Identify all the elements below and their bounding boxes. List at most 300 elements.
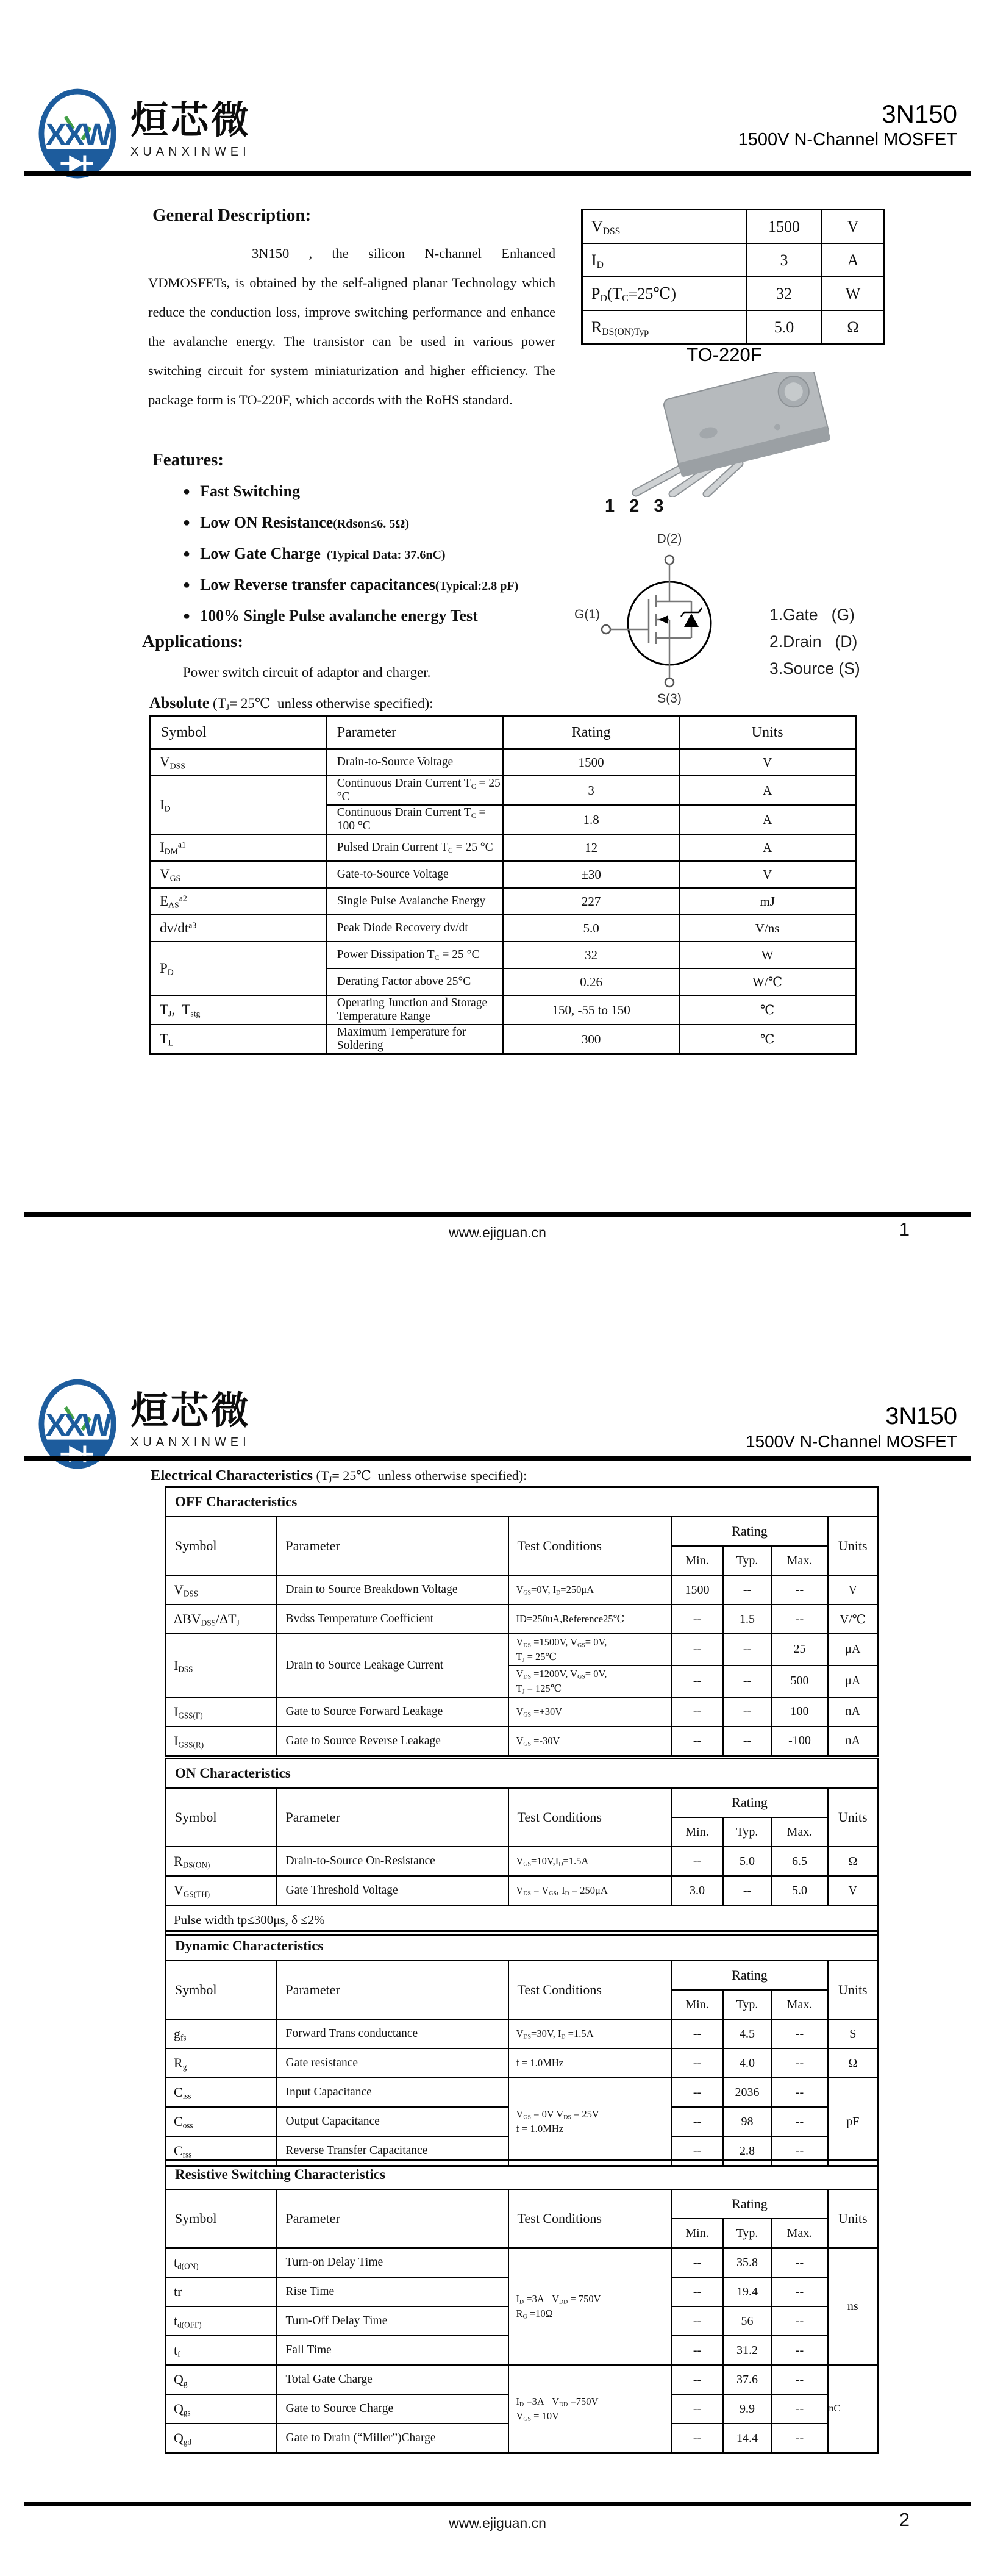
table-cell: Maximum Temperature for Soldering <box>327 1025 503 1054</box>
table-cell: Drain-to-Source On-Resistance <box>277 1847 508 1876</box>
table-cell: ON Characteristics <box>166 1759 879 1789</box>
table-cell: Rating <box>672 1788 828 1817</box>
header-rule <box>24 1456 971 1461</box>
table-cell: -- <box>772 2019 828 2048</box>
footer-url: www.ejiguan.cn <box>449 1225 546 1240</box>
table-cell: 5.0 <box>772 1876 828 1905</box>
table-cell: $I_D$ <box>582 243 747 277</box>
footer-rule <box>24 2502 971 2506</box>
table-cell: -- <box>723 1697 772 1726</box>
table-cell: $V_{GS}$ <box>151 861 327 888</box>
table-cell: Forward Trans conductance <box>277 2019 508 2048</box>
table-cell: 2036 <box>723 2078 772 2107</box>
table-cell: Gate Threshold Voltage <box>277 1876 508 1905</box>
table-row <box>151 995 856 1025</box>
table-cell: Drain to Source Breakdown Voltage <box>277 1575 508 1605</box>
table-row <box>166 1634 879 1665</box>
table-cell: 14.4 <box>723 2424 772 2453</box>
absolute-ratings-heading <box>149 694 433 712</box>
table-cell: nA <box>828 1726 879 1756</box>
table-row <box>151 749 856 776</box>
table-row <box>166 1605 879 1634</box>
package-photo-icon <box>601 372 857 497</box>
table-cell: V <box>679 749 855 776</box>
table-cell: Rating <box>672 2189 828 2219</box>
table-row <box>166 1697 879 1726</box>
table-cell: Ω <box>828 2048 879 2078</box>
table-cell: Min. <box>672 1990 723 2019</box>
table-cell: -- <box>772 2365 828 2394</box>
table-cell: -- <box>672 1726 723 1756</box>
table-cell: 0.26 <box>503 968 679 995</box>
table-cell: OFF Characteristics <box>166 1487 879 1517</box>
table-cell: ±30 <box>503 861 679 888</box>
table-cell: -- <box>672 2394 723 2424</box>
table-cell: Max. <box>772 1817 828 1847</box>
schematic-source-label: S(3) <box>657 692 682 705</box>
table-cell: 31.2 <box>723 2336 772 2365</box>
table-cell: nC <box>828 2365 879 2453</box>
brand-name-english: XUANXINWEI <box>130 1436 251 1449</box>
table-cell: -- <box>672 1605 723 1634</box>
table-cell: -- <box>772 1575 828 1605</box>
table-cell: $Q_{gd}$ <box>166 2424 277 2453</box>
table-cell: $V_{GS} = 0V$ $V_{DS} = 25V$ f = 1.0MHz <box>508 2078 672 2166</box>
table-cell: 25 <box>772 1634 828 1665</box>
bullet-icon: ● <box>183 516 191 529</box>
footer-url: www.ejiguan.cn <box>449 2515 546 2531</box>
table-cell: 37.6 <box>723 2365 772 2394</box>
table-cell: A <box>679 805 855 834</box>
table-row <box>166 2248 879 2277</box>
table-row <box>166 1726 879 1756</box>
table-cell: $T_L$ <box>151 1025 327 1054</box>
table-header-row <box>166 1961 879 1990</box>
pin-numbers: 1 2 3 <box>605 496 664 516</box>
table-cell: -- <box>672 2306 723 2336</box>
table-cell: 500 <box>772 1665 828 1697</box>
table-cell: -- <box>672 2136 723 2166</box>
table-cell: $Q_g$ <box>166 2365 277 2394</box>
feature-detail: (Rdson≤6. 5Ω) <box>333 517 409 531</box>
table-cell: -- <box>772 2078 828 2107</box>
table-cell: -- <box>672 1634 723 1665</box>
spec-row <box>582 277 885 310</box>
general-description-text: 3N150 , the silicon N-channel Enhanced VDMOSFETs, is obtained by the self-aligned planar Technology which reduce the conduction loss, improve switching performance and enhance the avalanche energy. The transistor can be used in various power switching circuit for system miniaturization and higher efficiency. The package form is TO-220F, which accords with the RoHS standard. <box>148 246 555 407</box>
absolute-heading-condition: ($T_J=$ 25℃ unless otherwise specified): <box>209 696 433 712</box>
table-cell: $g_{fs}$ <box>166 2019 277 2048</box>
table-cell: Typ. <box>723 1817 772 1847</box>
table-cell: -- <box>772 2277 828 2306</box>
table-cell: W <box>822 277 885 310</box>
table-cell: -- <box>723 1726 772 1756</box>
table-cell: $I_{DSS}$ <box>166 1634 277 1697</box>
page-number: 1 <box>899 1218 910 1240</box>
feature-item <box>183 576 518 607</box>
table-cell: -- <box>672 1665 723 1697</box>
table-cell: Dynamic Characteristics <box>166 1931 879 1961</box>
table-cell: 5.0 <box>723 1847 772 1876</box>
pin-legend <box>769 601 860 682</box>
table-cell: V <box>822 210 885 244</box>
table-cell: $I_{GSS(R)}$ <box>166 1726 277 1756</box>
table-cell: -- <box>723 1665 772 1697</box>
table-cell: Continuous Drain Current $T_C = 100$ °C <box>327 805 503 834</box>
table-cell: Ω <box>828 1847 879 1876</box>
table-cell: Gate-to-Source Voltage <box>327 861 503 888</box>
table-cell: Parameter <box>277 1517 508 1575</box>
on-characteristics-table <box>165 1758 879 1936</box>
table-cell: 5.0 <box>503 915 679 942</box>
table-cell: Units <box>828 2189 879 2248</box>
table-section-row <box>166 1759 879 1789</box>
table-cell: Test Conditions <box>508 1961 672 2019</box>
bullet-icon: ● <box>183 485 191 498</box>
table-cell: μA <box>828 1634 879 1665</box>
table-cell: 19.4 <box>723 2277 772 2306</box>
table-cell: $t_{d(OFF)}$ <box>166 2306 277 2336</box>
logo-mark-letters: XXW <box>45 1407 110 1442</box>
table-cell: -- <box>772 2394 828 2424</box>
table-cell: -- <box>772 2306 828 2336</box>
table-cell: $I_D =3A$ $V_{DD} = 750V$ $R_G =10\Omega$ <box>508 2248 672 2365</box>
characteristics-table <box>165 2159 879 2454</box>
table-cell: Typ. <box>723 1546 772 1575</box>
table-cell: Resistive Switching Characteristics <box>166 2160 879 2190</box>
table-cell: $I_D$ <box>151 776 327 834</box>
table-cell: Gate to Source Forward Leakage <box>277 1697 508 1726</box>
table-cell: 100 <box>772 1697 828 1726</box>
table-cell: $\Delta BV_{DSS}/\Delta T_J$ <box>166 1605 277 1634</box>
table-cell: 3 <box>746 243 822 277</box>
table-cell: 32 <box>746 277 822 310</box>
table-cell: Turn-on Delay Time <box>277 2248 508 2277</box>
table-row <box>166 2019 879 2048</box>
table-cell: 32 <box>503 942 679 968</box>
table-cell: Continuous Drain Current $T_C = 25$ °C <box>327 776 503 805</box>
table-row <box>166 2365 879 2394</box>
table-cell: -- <box>672 2048 723 2078</box>
table-cell: 1500 <box>746 210 822 244</box>
table-cell: $R_{DS(ON)}$ <box>166 1847 277 1876</box>
table-cell: -- <box>772 2048 828 2078</box>
table-cell: A <box>679 834 855 861</box>
table-cell: Symbol <box>151 716 327 750</box>
table-cell: $V_{GS} =+30V$ <box>508 1697 672 1726</box>
bullet-icon: ● <box>183 578 191 592</box>
table-cell: Test Conditions <box>508 1517 672 1575</box>
table-cell: -- <box>672 2424 723 2453</box>
table-cell: 150, -55 to 150 <box>503 995 679 1025</box>
applications-text: Power switch circuit of adaptor and charger. <box>183 665 431 680</box>
table-cell: $I_{GSS(F)}$ <box>166 1697 277 1726</box>
table-cell: ℃ <box>679 995 855 1025</box>
table-cell: μA <box>828 1665 879 1697</box>
doc-title-block <box>738 99 957 151</box>
bullet-icon: ● <box>183 609 191 623</box>
table-cell: f = 1.0MHz <box>508 2048 672 2078</box>
mosfet-schematic-icon <box>572 527 768 705</box>
brand-name-chinese: 烜芯微 <box>130 1390 252 1432</box>
brand-name-chinese: 烜芯微 <box>130 100 252 141</box>
table-cell: Single Pulse Avalanche Energy <box>327 888 503 915</box>
table-cell: Units <box>828 1961 879 2019</box>
table-row <box>151 776 856 805</box>
applications-heading: Applications: <box>142 632 243 651</box>
table-cell: $Q_{gs}$ <box>166 2394 277 2424</box>
part-subtitle: 1500V N-Channel MOSFET <box>738 130 957 149</box>
page-2 <box>0 1288 995 2576</box>
part-number: 3N150 <box>885 1403 957 1429</box>
table-section-row <box>166 1931 879 1961</box>
absolute-heading-bold: Absolute <box>149 694 210 712</box>
table-cell: $V_{DS} = V_{GS}$, $I_D = 250\mu A$ <box>508 1876 672 1905</box>
table-cell: -- <box>723 1634 772 1665</box>
characteristics-table <box>165 1758 879 1936</box>
table-cell: Symbol <box>166 1961 277 2019</box>
table-row <box>166 1575 879 1605</box>
table-cell: $V_{DS}=30V$, $I_D =1.5A$ <box>508 2019 672 2048</box>
table-cell: Ω <box>822 310 885 345</box>
feature-detail: (Typical Data: 37.6nC) <box>320 548 446 562</box>
logo-mark-letters: XXW <box>45 116 110 152</box>
table-row <box>151 888 856 915</box>
table-cell: Max. <box>772 1546 828 1575</box>
table-cell: Max. <box>772 2219 828 2248</box>
table-cell: Parameter <box>277 2189 508 2248</box>
table-cell: $P_D$ <box>151 942 327 995</box>
table-cell: -- <box>672 1697 723 1726</box>
spec-row <box>582 243 885 277</box>
table-cell: V <box>828 1575 879 1605</box>
table-cell: $T_J$, $T_{stg}$ <box>151 995 327 1025</box>
table-cell: 1500 <box>672 1575 723 1605</box>
table-cell: -- <box>672 2248 723 2277</box>
table-cell: $V_{DS} =1500V$, $V_{GS}= 0V$, $T_J$ = 25℃ <box>508 1634 672 1665</box>
brand-logo-text <box>130 1377 251 1450</box>
table-row <box>151 942 856 968</box>
table-cell: -- <box>672 2019 723 2048</box>
characteristics-table <box>165 1930 879 2167</box>
table-section-row <box>166 2160 879 2190</box>
table-cell: V <box>828 1876 879 1905</box>
table-cell: $V_{DSS}$ <box>582 210 747 244</box>
table-cell: Rating <box>503 716 679 750</box>
table-cell: -- <box>772 2336 828 2365</box>
table-cell: Rating <box>672 1961 828 1990</box>
schematic-drain-label: D(2) <box>657 532 682 546</box>
feature-main: Low Reverse transfer capacitances <box>200 576 435 593</box>
table-cell: 3 <box>503 776 679 805</box>
table-cell: A <box>822 243 885 277</box>
table-cell: Rating <box>672 1517 828 1546</box>
table-cell: $I_{DM}^{a1}$ <box>151 834 327 861</box>
table-cell: Symbol <box>166 2189 277 2248</box>
table-cell: Peak Diode Recovery dv/dt <box>327 915 503 942</box>
feature-item <box>183 482 518 513</box>
table-cell: -- <box>772 2424 828 2453</box>
quick-spec-table <box>581 209 885 345</box>
feature-detail: (Typical:2.8 pF) <box>435 579 519 593</box>
table-cell: 4.5 <box>723 2019 772 2048</box>
table-row <box>151 1025 856 1054</box>
table-cell: A <box>679 776 855 805</box>
pin-legend-gate: 1.Gate (G) <box>769 606 855 624</box>
table-cell: Typ. <box>723 1990 772 2019</box>
table-cell: Parameter <box>277 1961 508 2019</box>
table-cell: -100 <box>772 1726 828 1756</box>
table-cell: Parameter <box>277 1788 508 1847</box>
bullet-icon: ● <box>183 547 191 560</box>
table-cell: Test Conditions <box>508 1788 672 1847</box>
table-cell: -- <box>723 1575 772 1605</box>
table-cell: ns <box>828 2248 879 2365</box>
table-cell: Operating Junction and Storage Temperature Range <box>327 995 503 1025</box>
table-cell: $V_{DSS}$ <box>166 1575 277 1605</box>
feature-item <box>183 545 518 576</box>
table-cell: 56 <box>723 2306 772 2336</box>
feature-main: Low Gate Charge <box>200 545 321 562</box>
table-row <box>151 861 856 888</box>
package-name: TO-220F <box>687 344 762 365</box>
table-header-row <box>151 716 856 750</box>
table-cell: $P_D(T_C=25℃)$ <box>582 277 747 310</box>
electrical-characteristics-heading <box>151 1467 527 1484</box>
characteristics-table <box>165 1486 879 1757</box>
feature-main: Fast Switching <box>200 482 301 500</box>
table-cell: -- <box>723 1876 772 1905</box>
electrical-heading-condition: ($T_J=$ 25℃ unless otherwise specified): <box>312 1468 527 1484</box>
table-cell: pF <box>828 2078 879 2166</box>
table-cell: $R_g$ <box>166 2048 277 2078</box>
spec-row <box>582 210 885 244</box>
table-cell: -- <box>672 2078 723 2107</box>
features-list <box>183 482 518 638</box>
part-number: 3N150 <box>882 99 957 128</box>
pin-legend-source: 3.Source (S) <box>769 659 860 678</box>
spec-row <box>582 310 885 345</box>
table-header-row <box>166 1517 879 1546</box>
table-cell: $R_{DS(ON)Typ}$ <box>582 310 747 345</box>
general-description-heading: General Description: <box>152 206 312 225</box>
part-subtitle: 1500V N-Channel MOSFET <box>745 1432 957 1451</box>
table-cell: Output Capacitance <box>277 2107 508 2136</box>
table-section-row <box>166 1487 879 1517</box>
table-cell: V/ns <box>679 915 855 942</box>
table-cell: -- <box>672 1847 723 1876</box>
table-cell: 1500 <box>503 749 679 776</box>
brand-logo-icon <box>38 87 122 183</box>
table-cell: 9.9 <box>723 2394 772 2424</box>
table-cell: 2.8 <box>723 2136 772 2166</box>
table-cell: Rise Time <box>277 2277 508 2306</box>
table-cell: Total Gate Charge <box>277 2365 508 2394</box>
table-cell: ℃ <box>679 1025 855 1054</box>
table-cell: Units <box>828 1517 879 1575</box>
electrical-heading-bold: Electrical Characteristics <box>151 1467 313 1484</box>
resistive-switching-characteristics-table <box>165 2159 879 2454</box>
brand-logo <box>38 87 251 183</box>
table-cell: Input Capacitance <box>277 2078 508 2107</box>
table-cell: Derating Factor above 25°C <box>327 968 503 995</box>
table-cell: Gate to Drain (“Miller”)Charge <box>277 2424 508 2453</box>
table-cell: -- <box>772 2136 828 2166</box>
table-cell: S <box>828 2019 879 2048</box>
table-cell: 1.8 <box>503 805 679 834</box>
table-cell: Reverse Transfer Capacitance <box>277 2136 508 2166</box>
table-cell: Pulsed Drain Current $T_C = 25$ °C <box>327 834 503 861</box>
table-cell: $E_{AS}^{a2}$ <box>151 888 327 915</box>
table-cell: Power Dissipation $T_C = 25$ °C <box>327 942 503 968</box>
footer-rule <box>24 1212 971 1217</box>
feature-item <box>183 513 518 545</box>
table-cell: W <box>679 942 855 968</box>
table-cell: 4.0 <box>723 2048 772 2078</box>
table-cell: Symbol <box>166 1517 277 1575</box>
table-cell: 227 <box>503 888 679 915</box>
table-cell: Min. <box>672 2219 723 2248</box>
table-cell: Units <box>828 1788 879 1847</box>
table-cell: 3.0 <box>672 1876 723 1905</box>
table-row <box>166 2078 879 2107</box>
brand-name-english: XUANXINWEI <box>130 145 251 159</box>
table-cell: Gate resistance <box>277 2048 508 2078</box>
table-cell: 12 <box>503 834 679 861</box>
table-cell: $V_{GS}=0V$, $I_D=250\mu A$ <box>508 1575 672 1605</box>
table-cell: V <box>679 861 855 888</box>
table-cell: nA <box>828 1697 879 1726</box>
table-cell: $V_{DSS}$ <box>151 749 327 776</box>
table-cell: $V_{GS} =-30V$ <box>508 1726 672 1756</box>
table-row <box>166 2048 879 2078</box>
table-cell: -- <box>672 2277 723 2306</box>
table-cell: Turn-Off Delay Time <box>277 2306 508 2336</box>
table-cell: Drain to Source Leakage Current <box>277 1634 508 1697</box>
feature-main: 100% Single Pulse avalanche energy Test <box>200 607 478 624</box>
table-cell: ID=250uA,Reference25℃ <box>508 1605 672 1634</box>
table-cell: Symbol <box>166 1788 277 1847</box>
features-heading: Features: <box>152 450 224 470</box>
off-characteristics-table <box>165 1486 879 1757</box>
table-row <box>166 1847 879 1876</box>
table-cell: -- <box>672 2107 723 2136</box>
table-cell: $I_D =3A$ $V_{DD} =750V$ $V_{GS} = 10V$ <box>508 2365 672 2453</box>
feature-main: Low ON Resistance <box>200 513 333 531</box>
table-cell: Fall Time <box>277 2336 508 2365</box>
table-cell: $V_{GS(TH)}$ <box>166 1876 277 1905</box>
table-cell: Min. <box>672 1546 723 1575</box>
table-cell: Test Conditions <box>508 2189 672 2248</box>
brand-logo-text <box>130 87 251 159</box>
table-cell: 35.8 <box>723 2248 772 2277</box>
table-cell: 5.0 <box>746 310 822 345</box>
table-cell: $dv/dt^{a3}$ <box>151 915 327 942</box>
table-cell: $C_{oss}$ <box>166 2107 277 2136</box>
dynamic-characteristics-table <box>165 1930 879 2167</box>
table-cell: tr <box>166 2277 277 2306</box>
table-cell: 300 <box>503 1025 679 1054</box>
table-cell: 98 <box>723 2107 772 2136</box>
table-cell: V/℃ <box>828 1605 879 1634</box>
table-cell: W/℃ <box>679 968 855 995</box>
table-cell: Parameter <box>327 716 503 750</box>
table-cell: Units <box>679 716 855 750</box>
table-cell: Max. <box>772 1990 828 2019</box>
table-cell: $V_{DS} =1200V$, $V_{GS}= 0V$, $T_J$ = 125℃ <box>508 1665 672 1697</box>
table-cell: Gate to Source Reverse Leakage <box>277 1726 508 1756</box>
pin-legend-drain: 2.Drain (D) <box>769 632 858 651</box>
table-cell: $C_{iss}$ <box>166 2078 277 2107</box>
